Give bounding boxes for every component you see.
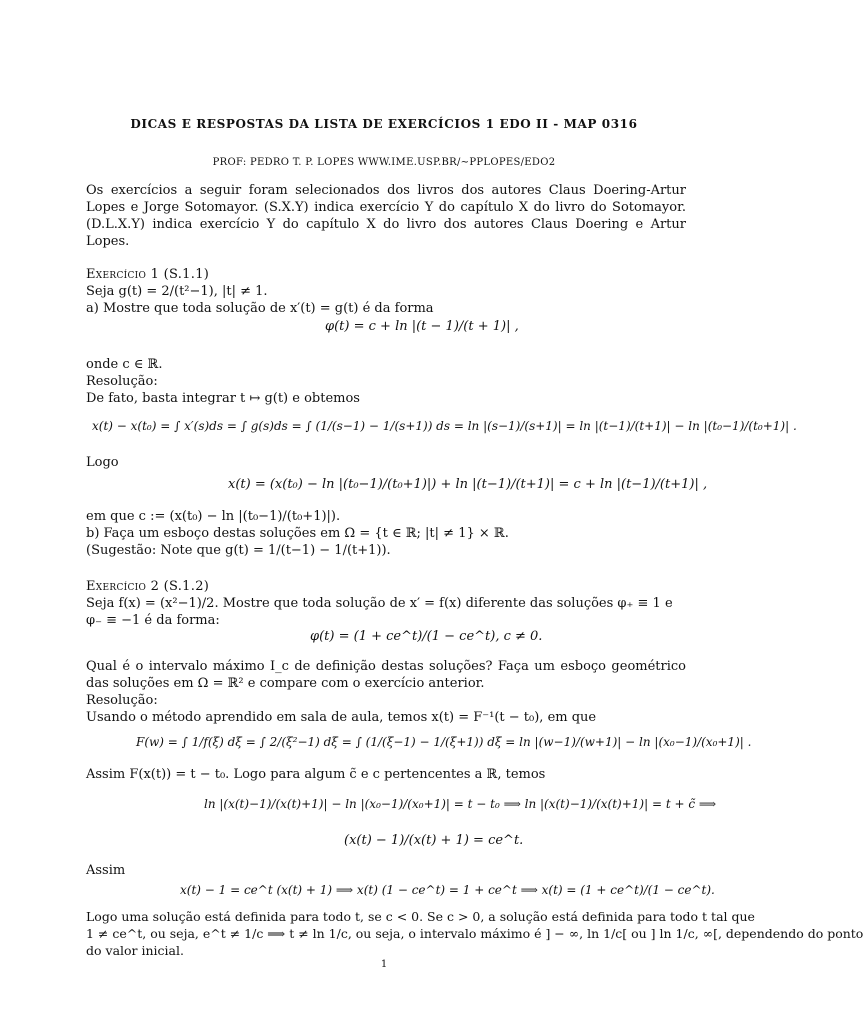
exercise-2-usando: Usando o método aprendido em sala de aula, temos x(t) = F⁻¹(t − t₀), em que [86, 710, 597, 725]
exercise-2-conclusao-1: Logo uma solução está definida para todo t, se c < 0. Se c > 0, a solução está definida para todo t tal que [86, 909, 755, 924]
exercise-2-conclusao-2: 1 ≠ ce^t, ou seja, e^t ≠ 1/c ⟹ t ≠ ln 1/c, ou seja, o intervalo máximo é ] − ∞, ln 1/c[ ou ] ln 1/c, ∞[, dependendo do ponto [86, 926, 863, 941]
equation-solution-text: x(t) − 1 = ce^t (x(t) + 1) ⟹ x(t) (1 − ce^t) = 1 + ce^t ⟹ x(t) = (1 + ce^t)/(1 − ce^t). [180, 883, 715, 897]
equation-x-of-t [228, 476, 707, 493]
equation-phi-text: φ(t) = c + ln |(t − 1)/(t + 1)| , [325, 319, 519, 334]
exercise-2-assim-2-block [86, 862, 686, 879]
exercise-2-heading: Exercício 2 (S.1.2) [86, 579, 210, 594]
equation-log [204, 796, 716, 813]
equation-phi-2-text: φ(t) = (1 + ce^t)/(1 − ce^t), c ≠ 0. [310, 629, 543, 644]
exercise-2-conclusion [86, 908, 863, 959]
exercise-2-conclusao-3: do valor inicial. [86, 943, 184, 958]
exercise-2-statement: Seja f(x) = (x²−1)/2. Mostre que toda solução de x′ = f(x) diferente das soluções φ₊ ≡ 1 e φ₋ ≡ −1 é da forma: [86, 596, 673, 628]
equation-log-text: ln |(x(t)−1)/(x(t)+1)| − ln |(x₀−1)/(x₀+1)| = t − t₀ ⟹ ln |(x(t)−1)/(x(t)+1)| = t + c̃ ⟹ [204, 797, 717, 811]
exercise-2-question [86, 658, 686, 726]
equation-solution [180, 882, 715, 899]
exercise-1-resolution [86, 356, 686, 407]
exercise-1-heading: Exercício 1 (S.1.1) [86, 267, 210, 282]
exercise-1-emque: em que c := (x(t₀) − ln |(t₀−1)/(t₀+1)|). [86, 509, 341, 524]
exercise-2-qual: Qual é o intervalo máximo I_c de definição destas soluções? Faça um esboço geométrico das soluções em Ω = ℝ² e compare com o exercício anterior. [86, 659, 686, 691]
equation-phi [325, 318, 519, 335]
intro-text: Os exercícios a seguir foram selecionados dos livros dos autores Claus Doering-Artur Lopes e Jorge Sotomayor. (S.X.Y) indica exercício Y do capítulo X do livro do Sotomayor. (D.L.X.Y) indica exercício Y do capítulo X do livro dos autores Claus Doering e Artur Lopes. [86, 183, 686, 249]
equation-integral-1-text: x(t) − x(t₀) = ∫ x′(s)ds = ∫ g(s)ds = ∫ (1/(s−1) − 1/(s+1)) ds = ln |(s−1)/(s+1)| = ln |(t−1)/(t+1)| − ln |(t₀−1)/(t₀+1)| . [92, 419, 797, 433]
equation-F-of-w [136, 734, 751, 751]
exercise-1-sugestao: (Sugestão: Note que g(t) = 1/(t−1) − 1/(t+1)). [86, 543, 391, 558]
author-line: PROF: PEDRO T. P. LOPES WWW.IME.USP.BR/∼PPLOPES/EDO2 [212, 157, 556, 168]
equation-x-of-t-text: x(t) = (x(t₀) − ln |(t₀−1)/(t₀+1)|) + ln |(t−1)/(t+1)| = c + ln |(t−1)/(t+1)| , [228, 477, 708, 492]
exercise-1-statement: Seja g(t) = 2/(t²−1), |t| ≠ 1. [86, 284, 268, 299]
exercise-1-part-b: b) Faça um esboço destas soluções em Ω = {t ∈ ℝ; |t| ≠ 1} × ℝ. [86, 526, 509, 541]
equation-integral-1 [92, 418, 797, 435]
equation-ratio [344, 832, 523, 849]
page-number: 1 [380, 959, 388, 970]
intro-paragraph [86, 182, 686, 250]
exercise-1-onde: onde c ∈ ℝ. [86, 357, 163, 372]
exercise-2-assim-1: Assim F(x(t)) = t − t₀. Logo para algum c̃ e c pertencentes a ℝ, temos [86, 767, 546, 782]
exercise-2-resolucao: Resolução: [86, 693, 158, 708]
exercise-1-defato: De fato, basta integrar t ↦ g(t) e obtemos [86, 391, 360, 406]
equation-F-of-w-text: F(w) = ∫ 1/f(ξ) dξ = ∫ 2/(ξ²−1) dξ = ∫ (1/(ξ−1) − 1/(ξ+1)) dξ = ln |(w−1)/(w+1)| − ln |(x₀−1)/(x₀+1)| . [136, 735, 752, 749]
equation-ratio-text: (x(t) − 1)/(x(t) + 1) = ce^t. [344, 833, 524, 848]
exercise-1-logo [86, 454, 686, 471]
exercise-1-part-a: a) Mostre que toda solução de x′(t) = g(t) é da forma [86, 301, 434, 316]
equation-phi-2 [310, 628, 542, 645]
exercise-1-end [86, 508, 686, 559]
exercise-2-assim-2: Assim [86, 863, 126, 878]
exercise-1-logo-text: Logo [86, 455, 119, 470]
exercise-2 [86, 578, 686, 629]
document-title: DICAS E RESPOSTAS DA LISTA DE EXERCÍCIOS 1 EDO II - MAP 0316 [130, 117, 638, 131]
exercise-1-resolucao: Resolução: [86, 374, 158, 389]
exercise-1 [86, 266, 686, 317]
exercise-2-assim [86, 766, 686, 783]
